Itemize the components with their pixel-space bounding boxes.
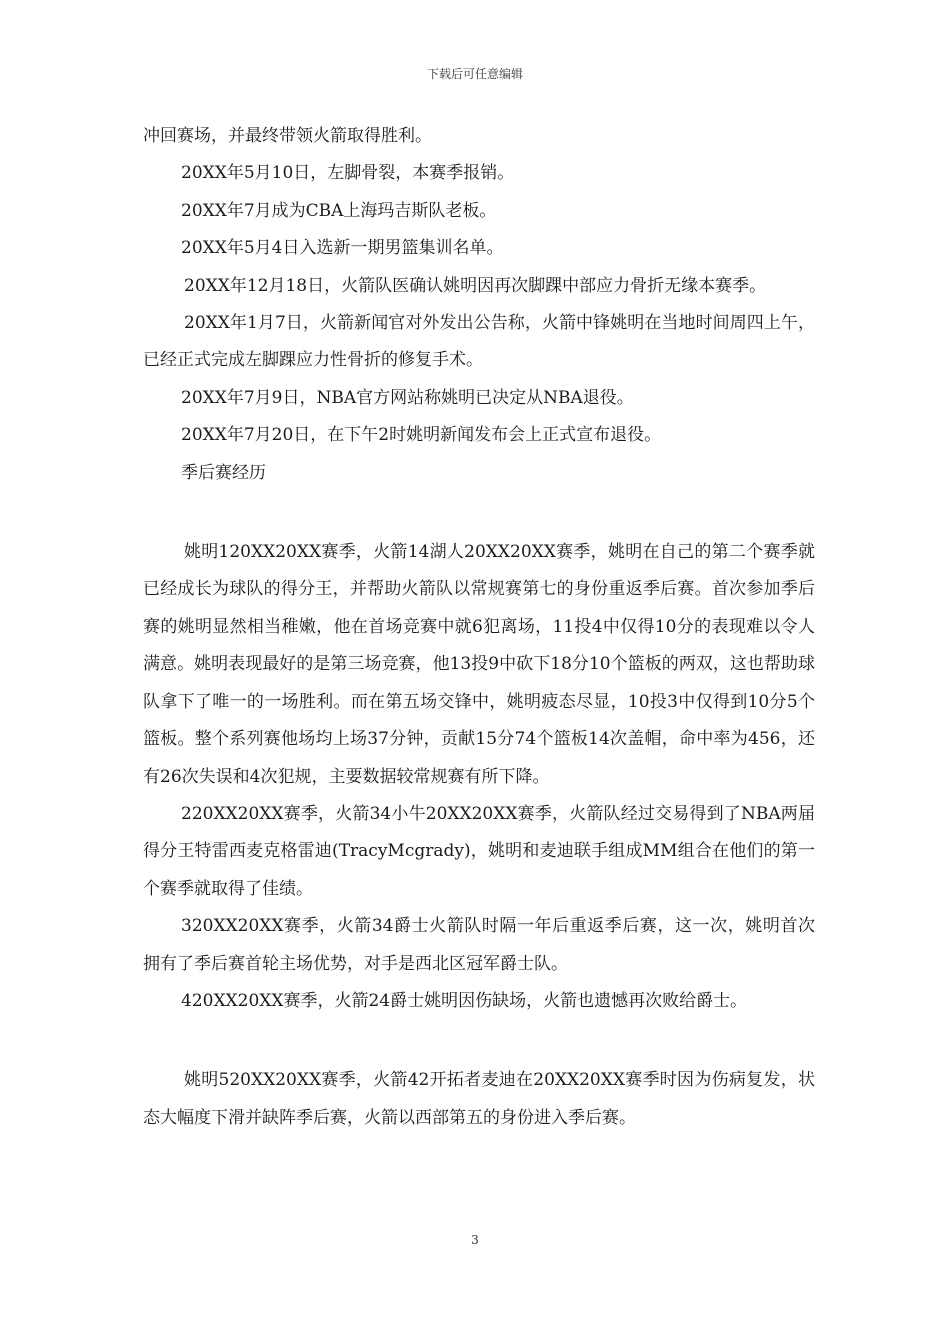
paragraph-timeline-1: 20XX年5月10日，左脚骨裂，本赛季报销。	[181, 163, 515, 184]
paragraph-timeline-4: 20XX年12月18日，火箭队医确认姚明因再次脚踝中部应力骨折无缘本赛季。	[184, 275, 767, 296]
paragraph-playoff-1: 姚明120XX20XX赛季，火箭14湖人20XX20XX赛季，姚明在自己的第二个赛季就已经成长为球队的得分王，并帮助火箭队以常规赛第七的身份重返季后赛。首次参加季后赛的姚明显然相当稚嫩，他在首场竞赛中就6犯离场，11投4中仅得10分的表现难以令人满意。姚明表现最好的是第三场竞赛，他13投9中砍下18分10个篮板的两双，这也帮助球队拿下了唯一的一场胜利。而在第五场交锋中，姚明疲态尽显，10投3中仅得到10分5个篮板。整个系列赛他场均上场37分钟，贡献15分74个篮板14次盖帽，命中率为456，还有26次失误和4次犯规，主要数据较常规赛有所下降。	[143, 542, 815, 787]
paragraph-playoff-4: 420XX20XX赛季，火箭24爵士姚明因伤缺场，火箭也遗憾再次败给爵士。	[181, 990, 748, 1011]
document-body	[143, 118, 815, 1137]
page-number: 3	[471, 1233, 479, 1247]
paragraph-timeline-7: 20XX年7月20日，在下午2时姚明新闻发布会上正式宣布退役。	[181, 425, 662, 446]
paragraph-playoff-5: 姚明520XX20XX赛季，火箭42开拓者麦迪在20XX20XX赛季时因为伤病复发，状态大幅度下滑并缺阵季后赛，火箭以西部第五的身份进入季后赛。	[143, 1070, 815, 1128]
paragraph-continuation: 冲回赛场，并最终带领火箭取得胜利。	[143, 126, 432, 146]
page-header: 下载后可任意编辑	[426, 67, 523, 81]
section-heading-playoffs: 季后赛经历	[181, 462, 266, 483]
paragraph-timeline-5: 20XX年1月7日，火箭新闻官对外发出公告称，火箭中锋姚明在当地时间周四上午，已经正式完成左脚踝应力性骨折的修复手术。	[143, 313, 815, 371]
paragraph-timeline-6: 20XX年7月9日，NBA官方网站称姚明已决定从NBA退役。	[181, 387, 634, 408]
spacer	[143, 1020, 815, 1062]
paragraph-playoff-3: 320XX20XX赛季，火箭34爵士火箭队时隔一年后重返季后赛，这一次，姚明首次拥有了季后赛首轮主场优势，对手是西北区冠军爵士队。	[143, 916, 815, 974]
paragraph-playoff-2: 220XX20XX赛季，火箭34小牛20XX20XX赛季，火箭队经过交易得到了NBA两届得分王特雷西麦克格雷迪(TracyMcgrady)，姚明和麦迪联手组成MM组合在他们的第一个赛季就取得了佳绩。	[143, 803, 815, 899]
spacer	[143, 492, 815, 534]
paragraph-timeline-3: 20XX年5月4日入选新一期男篮集训名单。	[181, 238, 504, 259]
paragraph-timeline-2: 20XX年7月成为CBA上海玛吉斯队老板。	[181, 200, 497, 221]
